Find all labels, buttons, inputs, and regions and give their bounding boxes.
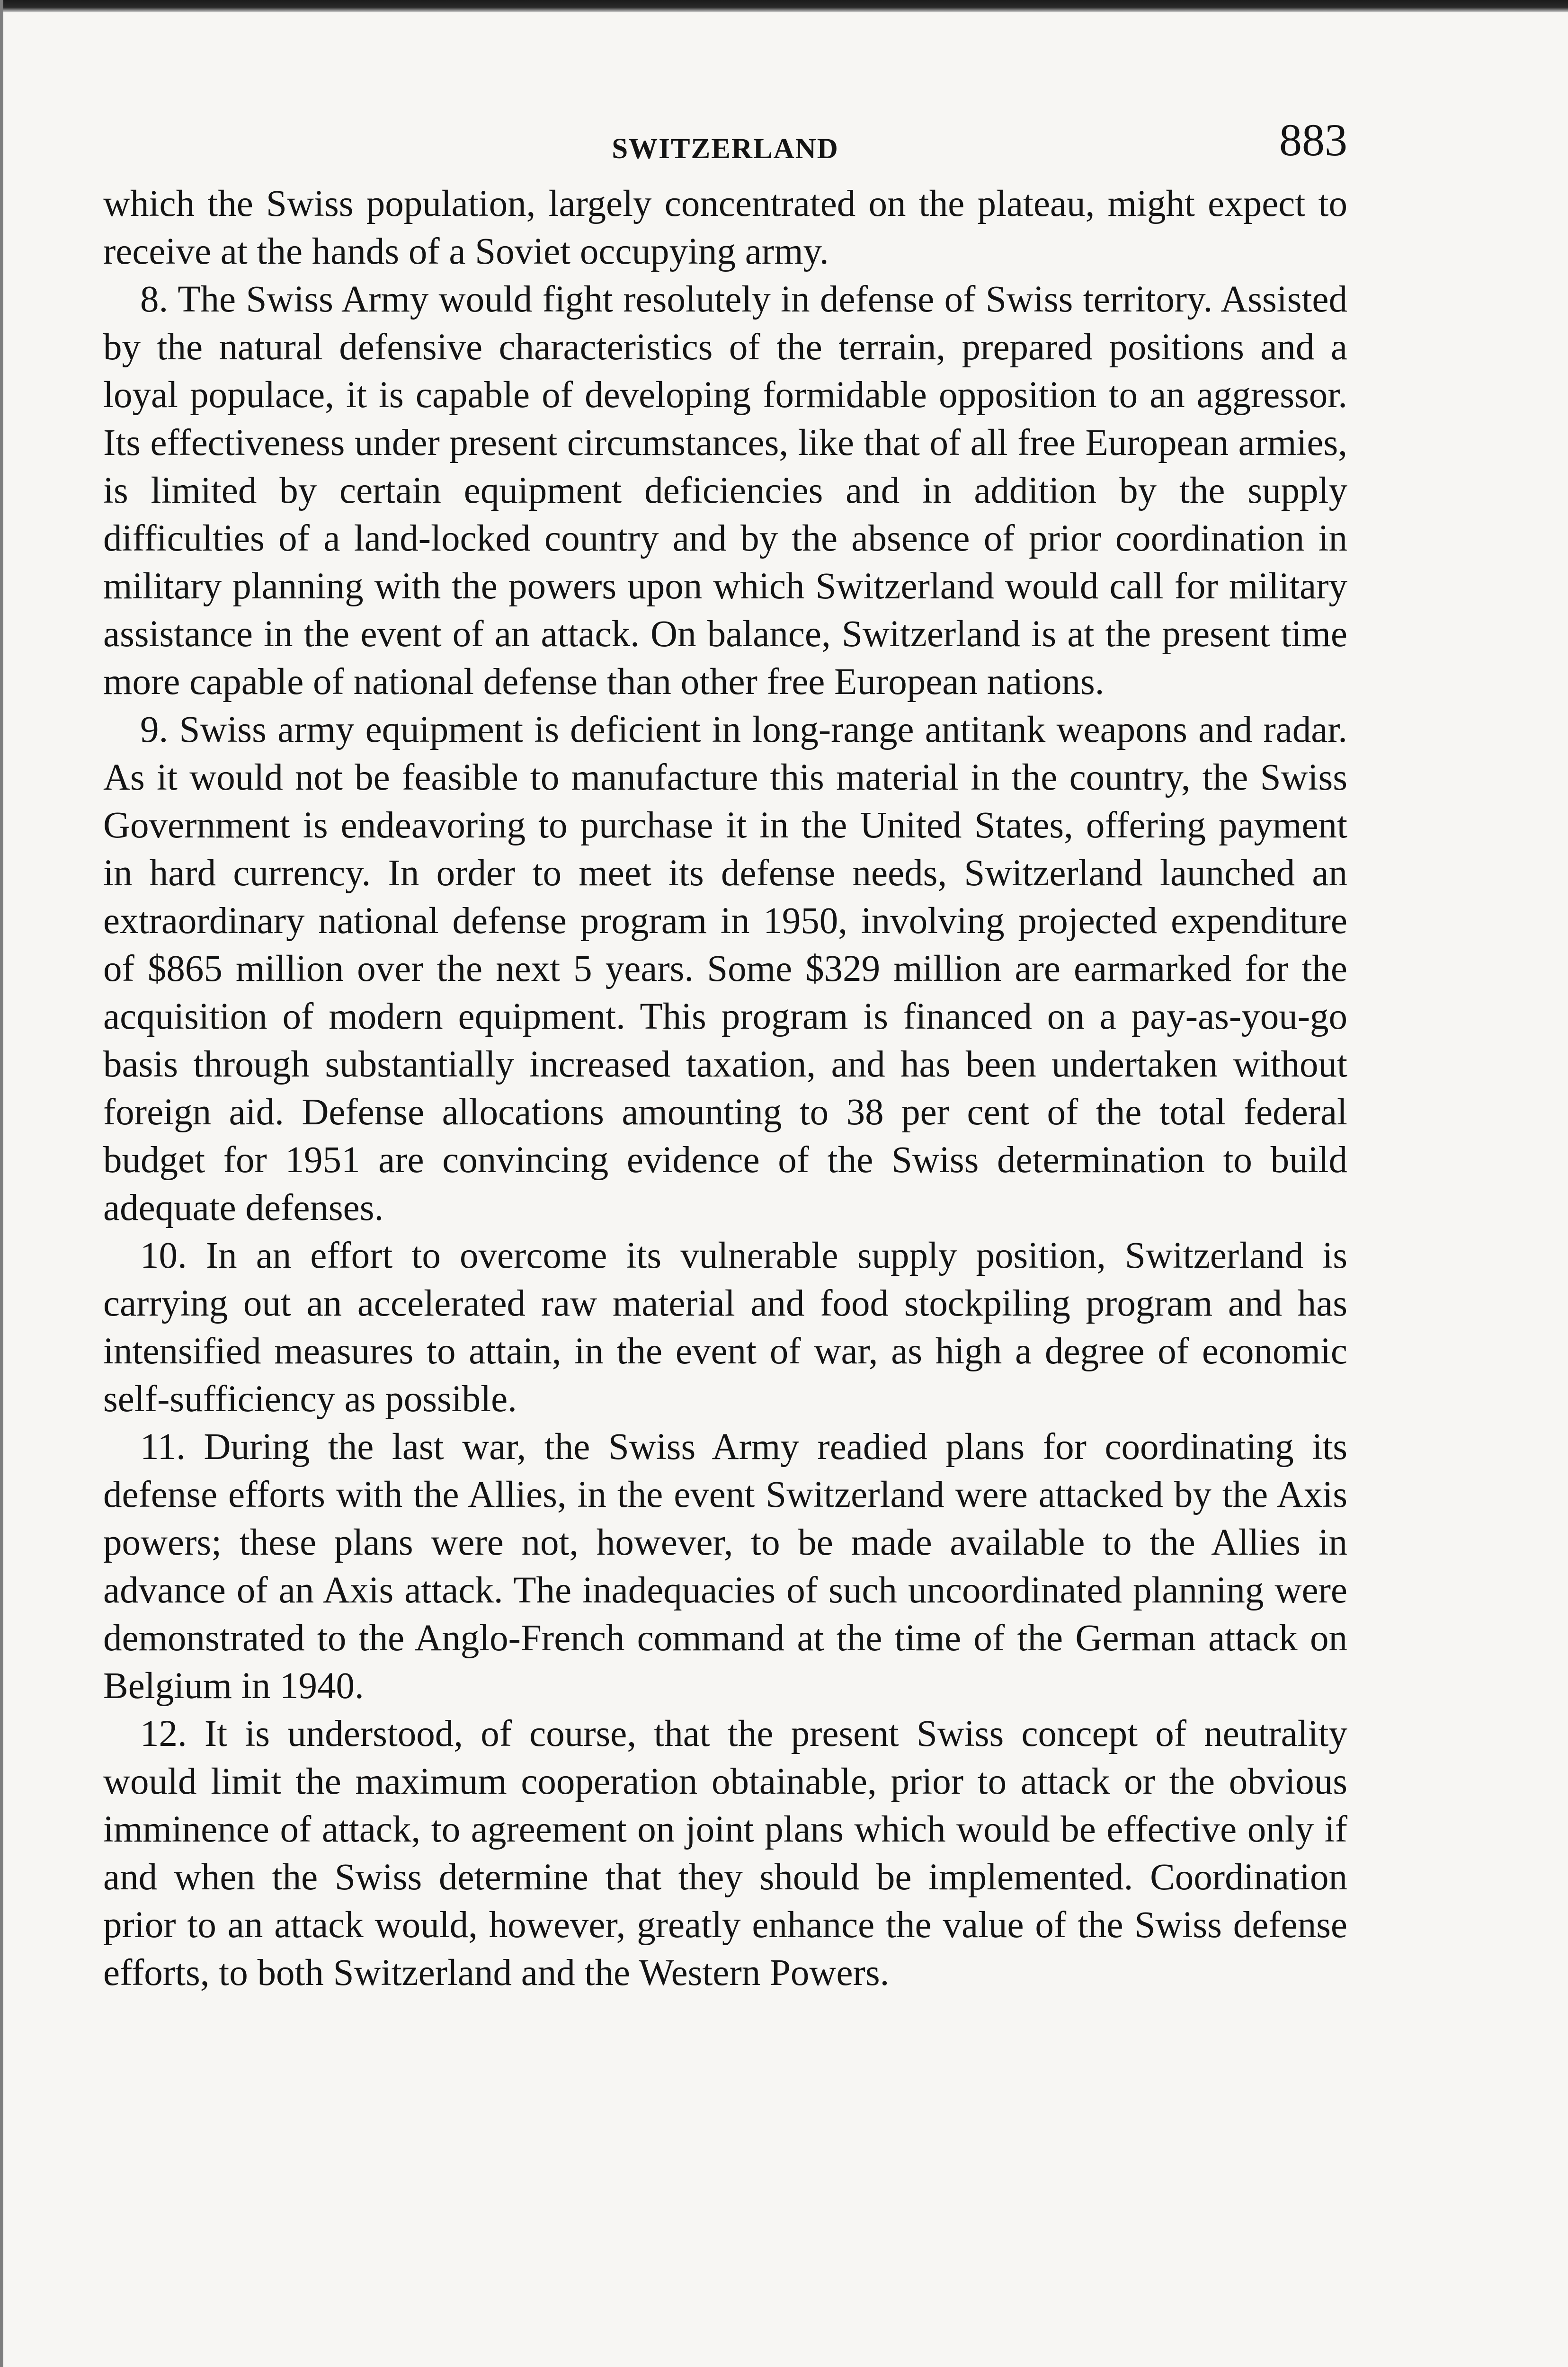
paragraph-8: 8. The Swiss Army would fight resolutely in defense of Swiss territory. Assisted by the natural defensive characteristics of the terrain, prepared positions and a loyal populace, it is capable of developing formidable opposition to an aggressor. Its effectiveness under present circumstances, like that of all free European armies, is limited by certain equipment deficiencies and in addition by the supply difficulties of a land-locked country and by the absence of prior coordination in military planning with the powers upon which Switzerland would call for military assistance in the event of an attack. On balance, Switzerland is at the present time more capable of national defense than other free European nations.	[103, 279, 1347, 703]
scan-top-edge	[0, 0, 1568, 12]
paragraph-continuation: which the Swiss population, largely concentrated on the plateau, might expect to receive at the hands of a Soviet occupying army.	[103, 183, 1347, 272]
body-text	[103, 180, 1347, 1997]
paragraph-10: 10. In an effort to overcome its vulnerable supply position, Switzerland is carrying out an accelerated raw material and food stockpiling program and has intensified measures to attain, in the event of war, as high a degree of economic self-sufficiency as possible.	[103, 1235, 1347, 1420]
page-number: 883	[1279, 115, 1347, 165]
paragraph-9: 9. Swiss army equipment is deficient in long-range antitank weapons and radar. As it would not be feasible to manufacture this material in the country, the Swiss Government is endeavoring to purchase it in the United States, offering payment in hard currency. In order to meet its defense needs, Switzerland launched an extraordinary national defense program in 1950, involving projected expenditure of $865 million over the next 5 years. Some $329 million are earmarked for the acquisition of modern equipment. This program is financed on a pay-as-you-go basis through substantially increased taxation, and has been undertaken without foreign aid. Defense allocations amounting to 38 per cent of the total federal budget for 1951 are convincing evidence of the Swiss determination to build adequate defenses.	[103, 709, 1347, 1228]
paragraph-11: 11. During the last war, the Swiss Army readied plans for coordinating its defense efforts with the Allies, in the event Switzerland were attacked by the Axis powers; these plans were not, however, to be made available to the Allies in advance of an Axis attack. The inadequacies of such uncoordinated planning were demonstrated to the Anglo-French command at the time of the German attack on Belgium in 1940.	[103, 1426, 1347, 1707]
running-title: SWITZERLAND	[612, 133, 839, 165]
running-head	[103, 109, 1347, 180]
document-page	[103, 109, 1347, 1997]
paragraph-12: 12. It is understood, of course, that the present Swiss concept of neutrality would limit the maximum cooperation obtainable, prior to attack or the obvious imminence of attack, to agreement on joint plans which would be effective only if and when the Swiss determine that they should be implemented. Coordination prior to an attack would, however, greatly enhance the value of the Swiss defense efforts, to both Switzerland and the Western Powers.	[103, 1713, 1347, 1993]
scan-left-edge	[0, 0, 3, 2367]
